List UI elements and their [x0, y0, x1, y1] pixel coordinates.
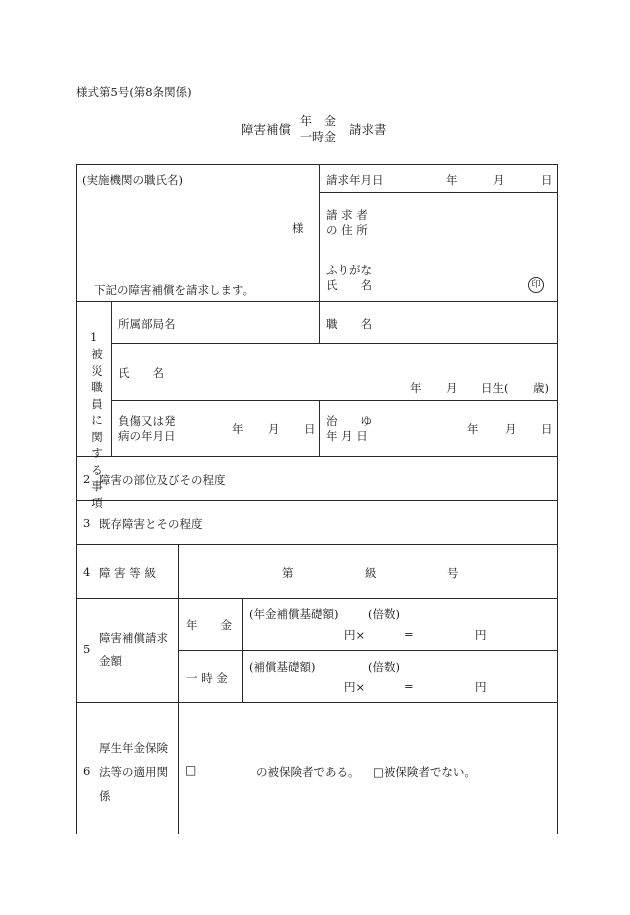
pension-yen-times: 円×	[344, 628, 366, 642]
post-label: 職 名	[326, 317, 372, 331]
section2-number: 2	[83, 472, 91, 486]
post-field[interactable]	[380, 308, 550, 338]
grade-item-field[interactable]	[382, 558, 442, 586]
injury-date-label-2: 病の年月日	[118, 429, 176, 443]
claimant-name-label: 氏 名	[326, 278, 372, 292]
birth-day: 日生(	[481, 381, 509, 395]
section6-number: 6	[83, 764, 91, 778]
claimant-address-label-2: の 住 所	[326, 223, 368, 237]
form-title-option-lump: 一時金	[300, 130, 337, 144]
healed-date-label-1: 治 ゆ	[326, 414, 372, 428]
healed-month: 月	[505, 422, 517, 436]
form-title-option-pension: 年 金	[300, 114, 337, 128]
form-number: 様式第5号(第8条関係)	[76, 85, 192, 99]
claimant-address-label-1: 請 求 者	[326, 208, 368, 222]
lump-equals: =	[404, 679, 414, 693]
injury-day: 日	[304, 422, 316, 436]
grade-field[interactable]	[300, 558, 356, 586]
insured-text: の被保険者である。	[256, 765, 360, 779]
pension-yen: 円	[475, 628, 487, 642]
section1-number: 1	[90, 330, 98, 344]
injury-month: 月	[268, 422, 280, 436]
request-date-day: 日	[541, 173, 553, 187]
victim-name-label: 氏 名	[118, 366, 164, 380]
section5-number: 5	[83, 642, 91, 656]
lump-sum-label: 一 時 金	[186, 671, 228, 685]
injury-date-label-1: 負傷又は発	[118, 414, 176, 428]
pension-base-field[interactable]	[250, 624, 340, 642]
pension-equals: =	[404, 627, 414, 641]
birth-month: 月	[446, 381, 458, 395]
agency-heading: (実施機関の職氏名)	[82, 173, 183, 187]
request-date-month: 月	[493, 173, 505, 187]
section4-number: 4	[83, 565, 91, 579]
insured-checkbox[interactable]: □	[185, 763, 197, 777]
pension-multiplier-label: (倍数)	[368, 607, 400, 621]
injury-year: 年	[232, 422, 244, 436]
section5-label-2: 金額	[99, 654, 122, 668]
dept-label: 所属部局名	[118, 317, 176, 331]
request-statement: 下記の障害補償を請求します。	[94, 283, 255, 297]
insurance-law-field[interactable]	[200, 758, 250, 778]
lump-yen-times: 円×	[344, 680, 366, 694]
pension-label: 年 金	[186, 618, 232, 632]
section6-label-2: 法等の適用関	[99, 765, 168, 779]
section6-label-1: 厚生年金保険	[99, 741, 168, 755]
not-insured-checkbox-label[interactable]: □被保険者でない。	[373, 765, 476, 779]
section6-label-3: 係	[99, 789, 111, 803]
lump-base-label: (補償基礎額)	[249, 660, 316, 674]
section3-number: 3	[83, 516, 91, 530]
honorific-sama: 様	[292, 221, 304, 235]
healed-day: 日	[541, 422, 553, 436]
furigana-label: ふりがな	[326, 263, 372, 277]
section2-label: 障害の部位及びその程度	[99, 473, 226, 487]
pension-base-label: (年金補償基礎額)	[249, 607, 339, 621]
section3-label: 既存障害とその程度	[99, 517, 203, 531]
section5-label-1: 障害補償請求	[99, 631, 168, 645]
grade-go: 号	[447, 566, 459, 580]
healed-date-label-2: 年 月 日	[326, 429, 368, 443]
claimant-name-field[interactable]	[380, 258, 520, 294]
request-date-label: 請求年月日	[326, 173, 384, 187]
form-title-main: 障害補償	[241, 122, 292, 137]
birth-year: 年	[410, 381, 422, 395]
grade-dai: 第	[282, 566, 294, 580]
grade-kyu: 級	[365, 566, 377, 580]
age: 歳)	[533, 381, 549, 395]
claimant-address-field[interactable]	[380, 200, 550, 240]
section3-field[interactable]	[230, 506, 550, 538]
seal-icon: 印	[528, 277, 544, 293]
agency-name-field[interactable]	[82, 192, 287, 242]
request-date-year: 年	[446, 173, 458, 187]
form-title-tail: 請求書	[349, 122, 387, 137]
healed-year: 年	[467, 422, 479, 436]
section4-label: 障 害 等 級	[99, 566, 156, 580]
section1-title: 被災職員に関する事項	[91, 347, 103, 510]
dept-field[interactable]	[190, 308, 312, 338]
section2-field[interactable]	[250, 462, 550, 494]
lump-base-field[interactable]	[250, 676, 340, 694]
lump-multiplier-label: (倍数)	[368, 660, 400, 674]
lump-yen: 円	[475, 680, 487, 694]
victim-name-field[interactable]	[190, 350, 390, 374]
